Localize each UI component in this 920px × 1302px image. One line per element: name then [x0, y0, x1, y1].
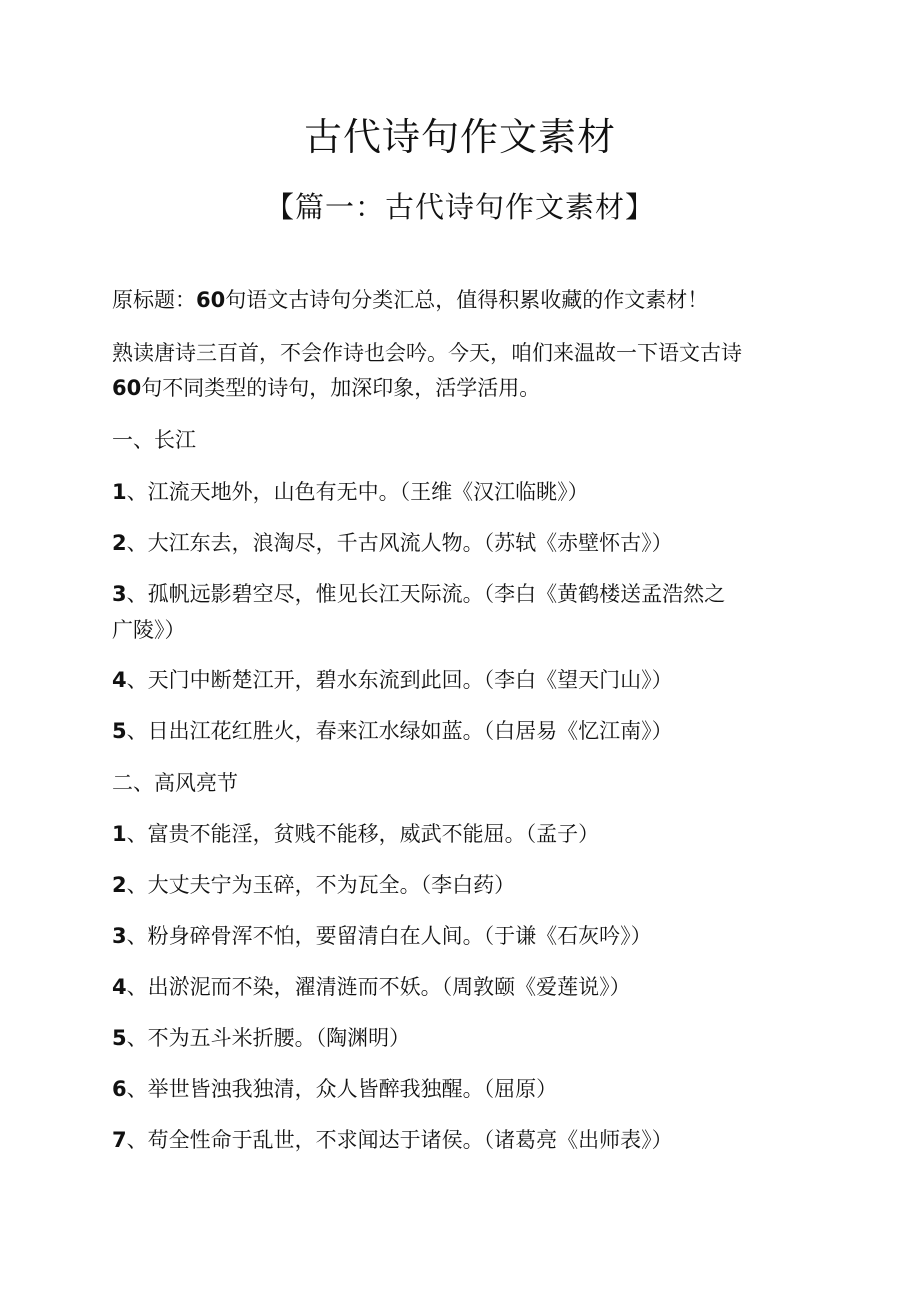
- item-number: 4: [112, 668, 127, 692]
- section-heading-gaofengliangjie: 二、高风亮节: [112, 771, 238, 795]
- item-number: 3: [112, 924, 127, 948]
- list-item: [112, 919, 812, 954]
- item-number: 1: [112, 480, 127, 504]
- list-item: [112, 868, 812, 903]
- list-item: [112, 475, 812, 510]
- item-number: 4: [112, 975, 127, 999]
- list-item: [112, 817, 812, 852]
- item-text: 、富贵不能淫，贫贱不能移，威武不能屈。（孟子）: [126, 822, 600, 846]
- item-text: 、举世皆浊我独清，众人皆醉我独醒。（屈原）: [126, 1077, 558, 1101]
- item-text: 、粉身碎骨浑不怕，要留清白在人间。（于谦《石灰吟》）: [126, 924, 652, 948]
- item-number: 1: [112, 822, 127, 846]
- item-text: 、江流天地外，山色有无中。（王维《汉江临眺》）: [126, 480, 589, 504]
- item-number: 6: [112, 1077, 127, 1101]
- section-heading-changjiang: 一、长江: [112, 428, 196, 452]
- item-text: 、出淤泥而不染，濯清涟而不妖。（周敦颐《爱莲说》）: [126, 975, 631, 999]
- document-title: 古代诗句作文素材: [303, 115, 616, 159]
- item-text: 、日出江花红胜火，春来江水绿如蓝。（白居易《忆江南》）: [126, 719, 673, 743]
- origin-title-line: [112, 283, 812, 318]
- intro-paragraph-line1: 熟读唐诗三百首，不会作诗也会吟。今天，咱们来温故一下语文古诗: [112, 341, 742, 365]
- item-text: 、苟全性命于乱世，不求闻达于诸侯。（诸葛亮《出师表》）: [126, 1128, 673, 1152]
- list-item: [112, 577, 812, 612]
- list-item: [112, 970, 812, 1005]
- list-item: [112, 663, 812, 698]
- item-number: 5: [112, 719, 127, 743]
- list-item: [112, 714, 812, 749]
- list-item: [112, 1123, 812, 1158]
- item-text: 、天门中断楚江开，碧水东流到此回。（李白《望天门山》）: [126, 668, 673, 692]
- item-text: 、孤帆远影碧空尽，惟见长江天际流。（李白《黄鹤楼送孟浩然之: [126, 582, 726, 606]
- list-item: [112, 526, 812, 561]
- item-text: 、大江东去，浪淘尽，千古风流人物。（苏轼《赤壁怀古》）: [126, 531, 673, 555]
- intro-text: 句不同类型的诗句，加深印象，活学活用。: [141, 376, 541, 400]
- document-subtitle: 【篇一：古代诗句作文素材】: [264, 190, 655, 224]
- intro-paragraph-line2: [112, 371, 812, 406]
- list-item: [112, 1021, 812, 1056]
- item-text: 、不为五斗米折腰。（陶渊明）: [126, 1026, 411, 1050]
- origin-text: 句语文古诗句分类汇总，值得积累收藏的作文素材！: [225, 288, 709, 312]
- item-number: 2: [112, 873, 127, 897]
- origin-number: 60: [196, 288, 226, 312]
- item-text: 、大丈夫宁为玉碎，不为瓦全。（李白药）: [126, 873, 516, 897]
- item-number: 2: [112, 531, 127, 555]
- item-number: 3: [112, 582, 127, 606]
- origin-prefix: 原标题：: [112, 288, 196, 312]
- item-number: 5: [112, 1026, 127, 1050]
- list-item: [112, 1072, 812, 1107]
- list-item-continuation: 广陵》）: [112, 618, 186, 642]
- item-number: 7: [112, 1128, 127, 1152]
- intro-number: 60: [112, 376, 142, 400]
